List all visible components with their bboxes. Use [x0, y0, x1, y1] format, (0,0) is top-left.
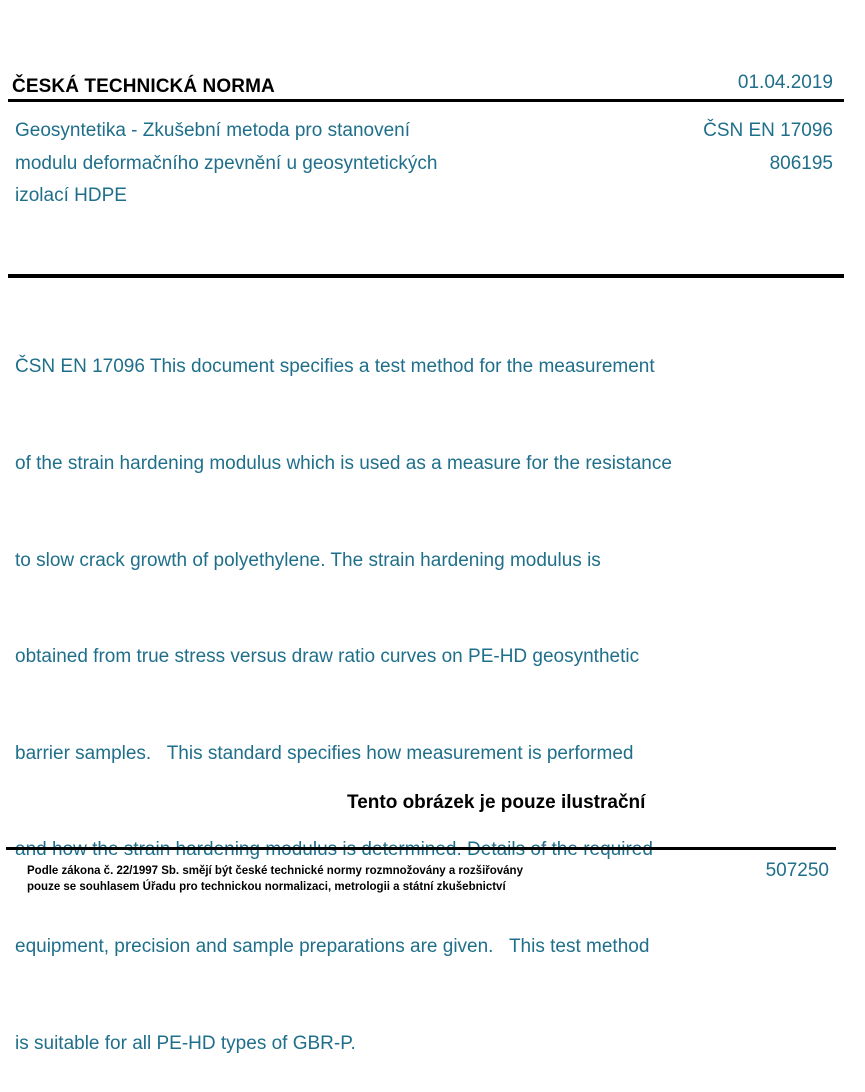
publication-date: 01.04.2019: [737, 72, 833, 93]
header-title: ČESKÁ TECHNICKÁ NORMA: [12, 76, 275, 97]
norm-class-number: 806195: [769, 152, 833, 174]
norm-code: ČSN EN 17096: [703, 120, 833, 141]
abstract-line: equipment, precision and sample preparations are given. This test method: [15, 936, 650, 958]
norm-identifiers: [703, 115, 833, 180]
header-divider: [8, 99, 844, 102]
legal-notice: [27, 863, 523, 895]
abstract-line: barrier samples. This standard specifies how measurement is performed: [15, 742, 634, 764]
illustrative-notice: Tento obrázek je pouze ilustrační: [347, 792, 646, 813]
document-number: 507250: [765, 860, 829, 881]
title-divider: [8, 274, 844, 278]
abstract-line: to slow crack growth of polyethylene. The strain hardening modulus is: [15, 549, 601, 571]
abstract: [15, 287, 775, 1092]
abstract-line: of the strain hardening modulus which is used as a measure for the resistance: [15, 453, 672, 475]
norm-title: [15, 115, 535, 213]
norm-title-line: izolací HDPE: [15, 185, 127, 206]
footer-divider: [6, 847, 836, 850]
norm-title-line: Geosyntetika - Zkušební metoda pro stanovení: [15, 120, 410, 141]
abstract-line: is suitable for all PE-HD types of GBR-P.: [15, 1032, 356, 1054]
abstract-line: [15, 834, 775, 866]
abstract-line: ČSN EN 17096 This document specifies a test method for the measurement: [15, 356, 655, 378]
legal-line: Podle zákona č. 22/1997 Sb. smějí být české technické normy rozmnožovány a rozšiřovány: [27, 865, 523, 877]
norm-title-line: modulu deformačního zpevnění u geosyntetických: [15, 152, 438, 174]
abstract-line: obtained from true stress versus draw ratio curves on PE-HD geosynthetic: [15, 646, 640, 668]
legal-line: pouze se souhlasem Úřadu pro technickou normalizaci, metrologii a státní zkušebnictví: [27, 881, 506, 893]
